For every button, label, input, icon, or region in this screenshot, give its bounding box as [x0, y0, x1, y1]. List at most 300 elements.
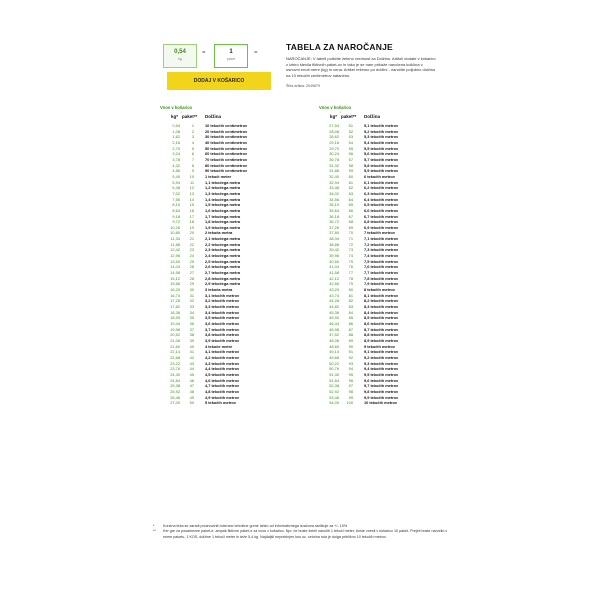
row-dolzina: 8,4 tekočih metrov	[364, 309, 399, 315]
row-kg: 2,16	[172, 139, 180, 145]
row-paket: 1	[191, 123, 194, 128]
row-paket: 24	[189, 253, 194, 259]
row-kg: 3,24	[172, 151, 180, 157]
row-dolzina: 6,2 tekočih metrov	[364, 185, 399, 191]
row-paket: 32	[189, 298, 194, 304]
row-kg: 44,28	[329, 298, 339, 304]
row-paket: 53	[348, 134, 353, 140]
row-dolzina: 5,2 tekočih metrov	[364, 128, 399, 134]
row-paket: 93	[348, 360, 353, 366]
row-dolzina: 6,6 tekočih metrov	[364, 207, 399, 213]
row-dolzina: 8 tekočih metrov	[364, 287, 395, 293]
row-paket: 29	[189, 281, 194, 287]
row-paket: 55	[348, 145, 353, 151]
row-paket: 86	[348, 320, 353, 326]
row-dolzina: 9,8 tekočih metrov	[364, 388, 399, 394]
col-paket: paket**	[341, 114, 357, 119]
row-dolzina: 1,4 tekočega metra	[205, 196, 241, 202]
row-paket: 90	[348, 343, 353, 349]
row-dolzina: 8,5 tekočih metrov	[364, 315, 399, 321]
row-kg: 51,84	[329, 377, 339, 383]
col-dolzina: Dolžina	[205, 114, 222, 119]
row-kg: 22,68	[170, 354, 180, 360]
vnos-label: Vnos v košarico	[319, 105, 352, 110]
row-kg: 17,82	[170, 304, 180, 309]
row-dolzina: 60 tekočih centimetrov	[205, 151, 248, 157]
row-kg: 50,76	[329, 366, 339, 372]
row-dolzina: 7,7 tekočih metrov	[364, 270, 399, 276]
row-kg: 12,42	[170, 247, 180, 253]
row-paket: 37	[189, 326, 194, 332]
row-dolzina: 7,1 tekočih metrov	[364, 236, 399, 242]
footnote	[153, 529, 453, 540]
row-paket: 94	[348, 366, 353, 372]
row-paket: 87	[348, 326, 353, 332]
row-kg: 42,12	[329, 275, 339, 281]
row-dolzina: 8,2 tekočih metrov	[364, 298, 399, 304]
row-paket: 91	[348, 349, 353, 355]
row-paket: 7	[191, 156, 194, 162]
row-paket: 13	[189, 190, 194, 196]
row-kg: 52,38	[329, 383, 339, 389]
row-paket: 57	[348, 156, 353, 162]
row-dolzina: 6,9 tekočih metrov	[364, 224, 399, 230]
row-dolzina: 1,7 tekočega metra	[205, 213, 241, 219]
row-dolzina: 5,1 tekočih metrov	[364, 123, 399, 128]
row-dolzina: 5,3 tekočih metrov	[364, 134, 399, 140]
row-paket: 77	[348, 270, 353, 276]
row-paket: 9	[191, 168, 194, 174]
row-paket: 38	[189, 332, 194, 338]
row-paket: 100	[346, 400, 353, 406]
row-kg: 11,88	[170, 241, 180, 247]
row-kg: 18,36	[170, 309, 180, 315]
row-paket: 76	[348, 264, 353, 270]
row-dolzina: 5,5 tekočih metrov	[364, 145, 399, 151]
arrow-down-icon: ↓	[180, 109, 182, 114]
row-kg: 21,06	[170, 337, 180, 343]
row-dolzina: 1,5 tekočega metra	[205, 202, 241, 208]
row-dolzina: 40 tekočih centimetrov	[205, 139, 248, 145]
row-kg: 19,98	[170, 326, 180, 332]
row-kg: 25,38	[170, 383, 180, 389]
arrow-down-icon: ↓	[339, 109, 341, 114]
row-kg: 45,36	[329, 309, 339, 315]
row-dolzina: 4,7 tekočih metrov	[205, 383, 240, 389]
row-paket: 27	[189, 270, 194, 276]
row-kg: 29,70	[329, 145, 339, 151]
row-kg: 51,30	[329, 371, 339, 377]
row-dolzina: 4 tekoče metre	[205, 343, 233, 349]
row-dolzina: 10 tekočih centimetrov	[205, 123, 248, 128]
row-kg: 46,44	[329, 320, 339, 326]
row-dolzina: 9,3 tekočih metrov	[364, 360, 399, 366]
row-kg: 23,22	[170, 360, 180, 366]
row-paket: 59	[348, 168, 353, 174]
row-dolzina: 5,6 tekočih metrov	[364, 151, 399, 157]
row-paket: 14	[189, 196, 194, 202]
row-dolzina: 9,4 tekočih metrov	[364, 366, 399, 372]
row-kg: 1,62	[172, 134, 180, 140]
row-paket: 11	[189, 179, 194, 185]
row-dolzina: 4,2 tekočih metrov	[205, 354, 240, 360]
row-paket: 63	[348, 190, 353, 196]
row-dolzina: 8,9 tekočih metrov	[364, 337, 399, 343]
row-dolzina: 2,7 tekočega metra	[205, 270, 241, 276]
row-kg: 35,10	[329, 202, 339, 208]
row-paket: 66	[348, 207, 353, 213]
row-paket: 96	[348, 377, 353, 383]
table-row	[319, 400, 398, 406]
row-dolzina: 1,1 tekočega metra	[205, 179, 241, 185]
row-paket: 74	[348, 253, 353, 259]
row-kg: 34,02	[329, 190, 339, 196]
row-kg: 49,68	[329, 354, 339, 360]
row-paket: 50	[189, 400, 194, 406]
row-dolzina: 6,8 tekočih metrov	[364, 219, 399, 225]
row-kg: 43,74	[329, 292, 339, 298]
row-kg: 24,84	[170, 377, 180, 383]
row-kg: 41,58	[329, 270, 339, 276]
row-dolzina: 9,7 tekočih metrov	[364, 383, 399, 389]
row-dolzina: 2,4 tekočega metra	[205, 253, 241, 259]
kg-value: 0,54	[174, 49, 186, 55]
row-kg: 40,50	[329, 258, 339, 264]
row-kg: 43,20	[329, 287, 339, 293]
row-paket: 67	[348, 213, 353, 219]
row-kg: 39,42	[329, 247, 339, 253]
row-dolzina: 10 tekočih metrov	[364, 400, 398, 406]
row-paket: 83	[348, 304, 353, 309]
row-dolzina: 1,2 tekočega metra	[205, 185, 241, 191]
order-table-left	[160, 105, 248, 406]
row-dolzina: 7,3 tekočih metrov	[364, 247, 399, 253]
row-kg: 26,46	[170, 394, 180, 400]
row-paket: 79	[348, 281, 353, 287]
row-paket: 25	[189, 258, 194, 264]
row-kg: 8,10	[172, 202, 180, 208]
row-dolzina: 5,8 tekočih metrov	[364, 162, 399, 168]
row-dolzina: 3,8 tekočih metrov	[205, 332, 240, 338]
row-paket: 39	[189, 337, 194, 343]
row-dolzina: 4,4 tekočih metrov	[205, 366, 240, 372]
row-dolzina: 6,7 tekočih metrov	[364, 213, 399, 219]
row-dolzina: 5,9 tekočih metrov	[364, 168, 399, 174]
row-dolzina: 7,2 tekočih metrov	[364, 241, 399, 247]
row-dolzina: 4,6 tekočih metrov	[205, 377, 240, 383]
row-kg: 21,60	[170, 343, 180, 349]
row-paket: 60	[348, 173, 353, 179]
row-dolzina: 7,8 tekočih metrov	[364, 275, 399, 281]
row-dolzina: 3,6 tekočih metrov	[205, 320, 240, 326]
row-dolzina: 50 tekočih centimetrov	[205, 145, 248, 151]
row-kg: 52,92	[329, 388, 339, 394]
ordering-instructions: NAROČANJE: V tabeli poiščite želeno vrednost za Dolžino. Artikel dodate v košarico z izbiro števila fiktivnih paket-ov in tako je se nam prikaže naročena količina v osnovni enoti mere (kg) in cena. Artikel režemo po dolžini - naročite poljubno dolžino na 10 tekočih centimetrov natančno.	[286, 56, 436, 78]
row-kg: 37,26	[329, 224, 339, 230]
row-paket: 62	[348, 185, 353, 191]
footnote-mark: **	[153, 529, 156, 534]
row-paket: 99	[348, 394, 353, 400]
col-kg: kg*	[330, 114, 338, 119]
row-dolzina: 9,5 tekočih metrov	[364, 371, 399, 377]
row-dolzina: 9 tekočih metrov	[364, 343, 395, 349]
order-table-header	[286, 42, 436, 88]
row-paket: 28	[189, 275, 194, 281]
row-dolzina: 9,1 tekočih metrov	[364, 349, 399, 355]
row-paket: 70	[348, 230, 353, 236]
row-kg: 5,40	[172, 173, 180, 179]
row-dolzina: 1,3 tekočega metra	[205, 190, 241, 196]
row-kg: 15,12	[170, 275, 180, 281]
row-kg: 45,90	[329, 315, 339, 321]
row-dolzina: 3,5 tekočih metrov	[205, 315, 240, 321]
row-dolzina: 2 tekoča metra	[205, 230, 233, 236]
row-kg: 37,80	[329, 230, 339, 236]
row-dolzina: 6,4 tekočih metrov	[364, 196, 399, 202]
row-kg: 41,04	[329, 264, 339, 270]
row-paket: 8	[191, 162, 194, 168]
row-kg: 32,94	[329, 179, 339, 185]
row-kg: 14,58	[170, 270, 180, 276]
paket-value: 1	[229, 49, 233, 55]
row-paket: 88	[348, 332, 353, 338]
col-kg: kg*	[171, 114, 179, 119]
row-kg: 47,52	[329, 332, 339, 338]
row-kg: 12,96	[170, 253, 180, 259]
row-dolzina: 7,5 tekočih metrov	[364, 258, 399, 264]
row-dolzina: 8,8 tekočih metrov	[364, 332, 399, 338]
row-kg: 42,66	[329, 281, 339, 287]
row-kg: 6,48	[172, 185, 180, 191]
row-dolzina: 8,7 tekočih metrov	[364, 326, 399, 332]
footnotes	[153, 524, 453, 540]
row-kg: 16,74	[170, 292, 180, 298]
row-kg: 39,96	[329, 253, 339, 259]
row-kg: 22,14	[170, 349, 180, 355]
row-kg: 19,44	[170, 320, 180, 326]
row-paket: 85	[348, 315, 353, 321]
row-paket: 64	[348, 196, 353, 202]
row-paket: 16	[189, 207, 194, 213]
row-paket: 97	[348, 383, 353, 389]
row-dolzina: 2,1 tekočega metra	[205, 236, 241, 242]
equals-sign: =	[202, 50, 206, 56]
row-kg: 10,80	[170, 230, 180, 236]
row-kg: 3,78	[172, 156, 180, 162]
row-kg: 20,52	[170, 332, 180, 338]
row-kg: 15,66	[170, 281, 180, 287]
row-paket: 69	[348, 224, 353, 230]
row-paket: 22	[189, 241, 194, 247]
row-kg: 30,24	[329, 151, 339, 157]
row-paket: 40	[189, 343, 194, 349]
row-dolzina: 4,1 tekočih metrov	[205, 349, 240, 355]
row-kg: 36,72	[329, 219, 339, 225]
row-kg: 24,30	[170, 371, 180, 377]
row-kg: 23,76	[170, 366, 180, 372]
row-kg: 27,54	[329, 123, 339, 128]
row-kg: 18,90	[170, 315, 180, 321]
row-kg: 32,40	[329, 173, 339, 179]
row-dolzina: 8,3 tekočih metrov	[364, 304, 399, 309]
row-paket: 75	[348, 258, 353, 264]
row-kg: 46,98	[329, 326, 339, 332]
table-row	[160, 400, 236, 406]
row-paket: 48	[189, 388, 194, 394]
row-dolzina: 7,6 tekočih metrov	[364, 264, 399, 270]
row-paket: 56	[348, 151, 353, 157]
row-paket: 78	[348, 275, 353, 281]
row-dolzina: 6,5 tekočih metrov	[364, 202, 399, 208]
footnote-text: Ker gre za posamezne paket-e, ampak fiktivne paket-e za vnos v košarico. Npr. če boste želeli naročiti 1 tekoči meter, boste vnesli v košarico 10 paket. Prejeli boste naročilo v enem paketu, 1 KOS, dolžine 1 tekoči meter in teže 5,4 kg. Najdaljši neprekinjen kos oz. celotna rola je dolga približno 10 tekočih metrov.	[163, 529, 448, 539]
row-dolzina: 2,3 tekočega metra	[205, 247, 241, 253]
row-dolzina: 9,6 tekočih metrov	[364, 377, 399, 383]
row-kg: 9,72	[172, 219, 180, 225]
row-kg: 44,82	[329, 304, 339, 309]
row-dolzina: 3,1 tekočih metrov	[205, 292, 240, 298]
row-paket: 2	[191, 128, 194, 134]
row-kg: 53,46	[329, 394, 339, 400]
row-paket: 12	[189, 185, 194, 191]
row-dolzina: 20 tekočih centimetrov	[205, 128, 248, 134]
row-dolzina: 4,8 tekočih metrov	[205, 388, 240, 394]
row-paket: 84	[348, 309, 353, 315]
equals-sign-2: =	[254, 50, 258, 56]
table-header	[319, 114, 381, 123]
row-kg: 33,48	[329, 185, 339, 191]
row-paket: 21	[189, 236, 194, 242]
row-kg: 38,88	[329, 241, 339, 247]
row-paket: 20	[189, 230, 194, 236]
paket-quantity-input[interactable]	[214, 44, 248, 68]
row-dolzina: 7 tekočih metrov	[364, 230, 395, 236]
row-kg: 48,06	[329, 337, 339, 343]
add-to-cart-button[interactable]: DODAJ V KOŠARICO	[167, 72, 271, 90]
row-kg: 34,56	[329, 196, 339, 202]
row-kg: 9,18	[172, 213, 180, 219]
article-code: Šifra artikla: 2049879	[286, 84, 320, 88]
row-paket: 44	[189, 366, 194, 372]
row-paket: 58	[348, 162, 353, 168]
row-kg: 8,64	[172, 207, 180, 213]
row-paket: 6	[191, 151, 194, 157]
row-kg: 11,34	[170, 236, 180, 242]
row-kg: 50,22	[329, 360, 339, 366]
row-dolzina: 7,9 tekočih metrov	[364, 281, 399, 287]
row-kg: 35,64	[329, 207, 339, 213]
row-paket: 42	[189, 354, 194, 360]
row-paket: 82	[348, 298, 353, 304]
row-paket: 73	[348, 247, 353, 253]
row-dolzina: 5,7 tekočih metrov	[364, 156, 399, 162]
col-paket: paket**	[182, 114, 198, 119]
row-dolzina: 4,3 tekočih metrov	[205, 360, 240, 366]
row-paket: 92	[348, 354, 353, 360]
row-paket: 51	[348, 123, 353, 128]
row-dolzina: 3,3 tekočih metrov	[205, 304, 240, 309]
row-paket: 10	[189, 173, 194, 179]
row-paket: 23	[189, 247, 194, 253]
row-paket: 49	[189, 394, 194, 400]
table-header	[160, 114, 222, 123]
row-paket: 5	[191, 145, 194, 151]
row-paket: 33	[189, 304, 194, 309]
row-paket: 68	[348, 219, 353, 225]
page-title: TABELA ZA NAROČANJE	[286, 42, 393, 52]
row-paket: 3	[191, 134, 194, 140]
row-paket: 72	[348, 241, 353, 247]
row-dolzina: 30 tekočih centimetrov	[205, 134, 248, 140]
row-paket: 54	[348, 139, 353, 145]
row-paket: 71	[348, 236, 353, 242]
row-paket: 26	[189, 264, 194, 270]
row-paket: 52	[348, 128, 353, 134]
row-paket: 89	[348, 337, 353, 343]
row-kg: 5,94	[172, 179, 180, 185]
row-paket: 36	[189, 320, 194, 326]
row-dolzina: 8,6 tekočih metrov	[364, 320, 399, 326]
row-dolzina: 2,8 tekočega metra	[205, 275, 241, 281]
row-kg: 13,50	[170, 258, 180, 264]
order-table-right	[319, 105, 399, 406]
row-dolzina: 1,6 tekočega metra	[205, 207, 241, 213]
vnos-label: Vnos v košarico	[160, 105, 193, 110]
row-dolzina: 9,2 tekočih metrov	[364, 354, 399, 360]
row-kg: 25,92	[170, 388, 180, 394]
paket-unit: paket	[226, 57, 236, 61]
col-dolzina: Dolžina	[364, 114, 381, 119]
row-kg: 28,08	[329, 128, 339, 134]
row-dolzina: 1 tekoči meter	[205, 173, 232, 179]
row-paket: 19	[189, 224, 194, 230]
kg-unit: kg	[178, 57, 182, 61]
row-kg: 31,86	[329, 168, 339, 174]
row-kg: 10,26	[170, 224, 180, 230]
row-dolzina: 3,9 tekočih metrov	[205, 337, 240, 343]
row-dolzina: 3,2 tekočih metrov	[205, 298, 240, 304]
row-kg: 28,62	[329, 134, 339, 140]
row-dolzina: 8,1 tekočih metrov	[364, 292, 399, 298]
row-paket: 30	[189, 287, 194, 293]
row-paket: 45	[189, 371, 194, 377]
row-dolzina: 3,7 tekočih metrov	[205, 326, 240, 332]
row-paket: 31	[189, 292, 194, 298]
kg-display	[163, 44, 197, 68]
row-dolzina: 2,2 tekočega metra	[205, 241, 241, 247]
row-paket: 35	[189, 315, 194, 321]
row-paket: 80	[348, 287, 353, 293]
row-dolzina: 6,1 tekočih metrov	[364, 179, 399, 185]
row-kg: 2,70	[172, 145, 180, 151]
footnote-mark: *	[153, 524, 155, 528]
row-dolzina: 5 tekočih metrov	[205, 400, 236, 406]
row-kg: 48,60	[329, 343, 339, 349]
row-paket: 41	[189, 349, 194, 355]
row-dolzina: 6 tekočih metrov	[364, 173, 395, 179]
row-kg: 1,08	[172, 128, 180, 134]
row-kg: 54,00	[329, 400, 339, 406]
row-dolzina: 4,9 tekočih metrov	[205, 394, 240, 400]
row-kg: 17,28	[170, 298, 180, 304]
row-dolzina: 2,5 tekočega metra	[205, 258, 241, 264]
row-paket: 34	[189, 309, 194, 315]
row-dolzina: 4,5 tekočih metrov	[205, 371, 240, 377]
row-paket: 46	[189, 377, 194, 383]
row-paket: 47	[189, 383, 194, 389]
row-kg: 31,32	[329, 162, 339, 168]
row-dolzina: 2,9 tekočega metra	[205, 281, 241, 287]
row-dolzina: 3 tekoča metra	[205, 287, 233, 293]
